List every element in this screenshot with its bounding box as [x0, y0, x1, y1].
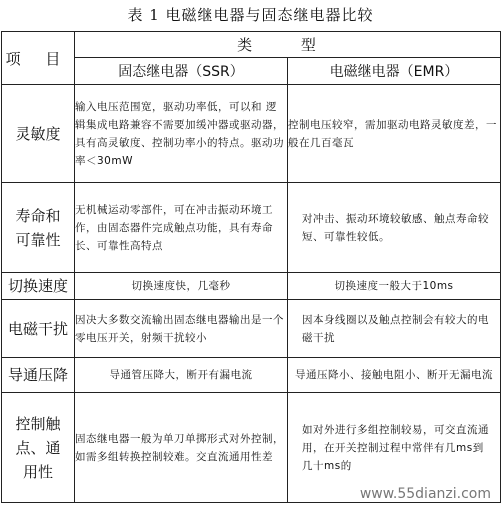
table-row — [2, 358, 501, 393]
row-label — [2, 358, 75, 393]
row-label-line: 用性 — [22, 462, 53, 481]
ssr-cell: 导通管压降大，断开有漏电流 — [75, 358, 288, 393]
row-label — [2, 300, 75, 358]
row-label-line: 灵敏度 — [15, 124, 61, 143]
table-subheader-row — [2, 58, 501, 85]
table-row — [2, 273, 501, 300]
emr-cell: 切换速度一般大于10ms — [288, 273, 501, 300]
ssr-cell: 切换速度快，几毫秒 — [75, 273, 288, 300]
table-title: 表 1 电磁继电器与固态继电器比较 — [127, 6, 374, 24]
header-ssr: 固态继电器（SSR） — [75, 58, 288, 85]
row-label-line: 可靠性 — [15, 230, 61, 249]
row-label-line: 切换速度 — [7, 277, 68, 295]
emr-cell: 因本身线圈以及触点控制会有较大的电磁干扰 — [288, 300, 501, 358]
row-label — [2, 393, 75, 503]
table-row — [2, 85, 501, 183]
emr-cell: 如对外进行多组控制较易，可交直流通用，在开关控制过程中常伴有几ms到几十ms的 — [288, 393, 501, 503]
header-emr: 电磁继电器（EMR） — [288, 58, 501, 85]
ssr-cell: 无机械运动零部件，可在冲击振动环境工作，由固态器件完成触点功能，具有寿命长、可靠性高特点 — [75, 183, 288, 273]
watermark: www.55dianzi.com — [359, 486, 491, 502]
row-label — [2, 85, 75, 183]
header-type: 类 型 — [75, 32, 501, 58]
row-label-line: 寿命和 — [15, 206, 61, 225]
table-header-row — [2, 32, 501, 58]
row-label-line: 点、通 — [15, 438, 61, 457]
emr-cell: 导通压降小、接触电阻小、断开无漏电流 — [288, 358, 501, 393]
ssr-cell: 因决大多数交流输出固态继电器输出是一个零电压开关，射频干扰较小 — [75, 300, 288, 358]
table-row — [2, 300, 501, 358]
emr-cell: 控制电压较窄，需加驱动电路灵敏度差，一般在几百毫瓦 — [288, 85, 501, 183]
header-item: 项 目 — [2, 32, 75, 85]
comparison-table — [1, 31, 501, 503]
row-label — [2, 273, 75, 300]
ssr-cell: 固态继电器一般为单刀单掷形式对外控制，如需多组转换控制较难。交直流通用性差 — [75, 393, 288, 503]
ssr-cell: 输入电压范围宽，驱动功率低，可以和 逻辑集成电路兼容不需要加缓冲器或驱动器，具有高灵敏度、控制功率小的特点。驱动功率＜30mW — [75, 85, 288, 183]
row-label — [2, 183, 75, 273]
row-label-line: 导通压降 — [7, 366, 68, 384]
table-row — [2, 183, 501, 273]
row-label-line: 电磁干扰 — [7, 319, 68, 338]
emr-cell: 对冲击、振动环境较敏感、触点寿命较短、可靠性较低。 — [288, 183, 501, 273]
row-label-line: 控制触 — [15, 414, 61, 433]
